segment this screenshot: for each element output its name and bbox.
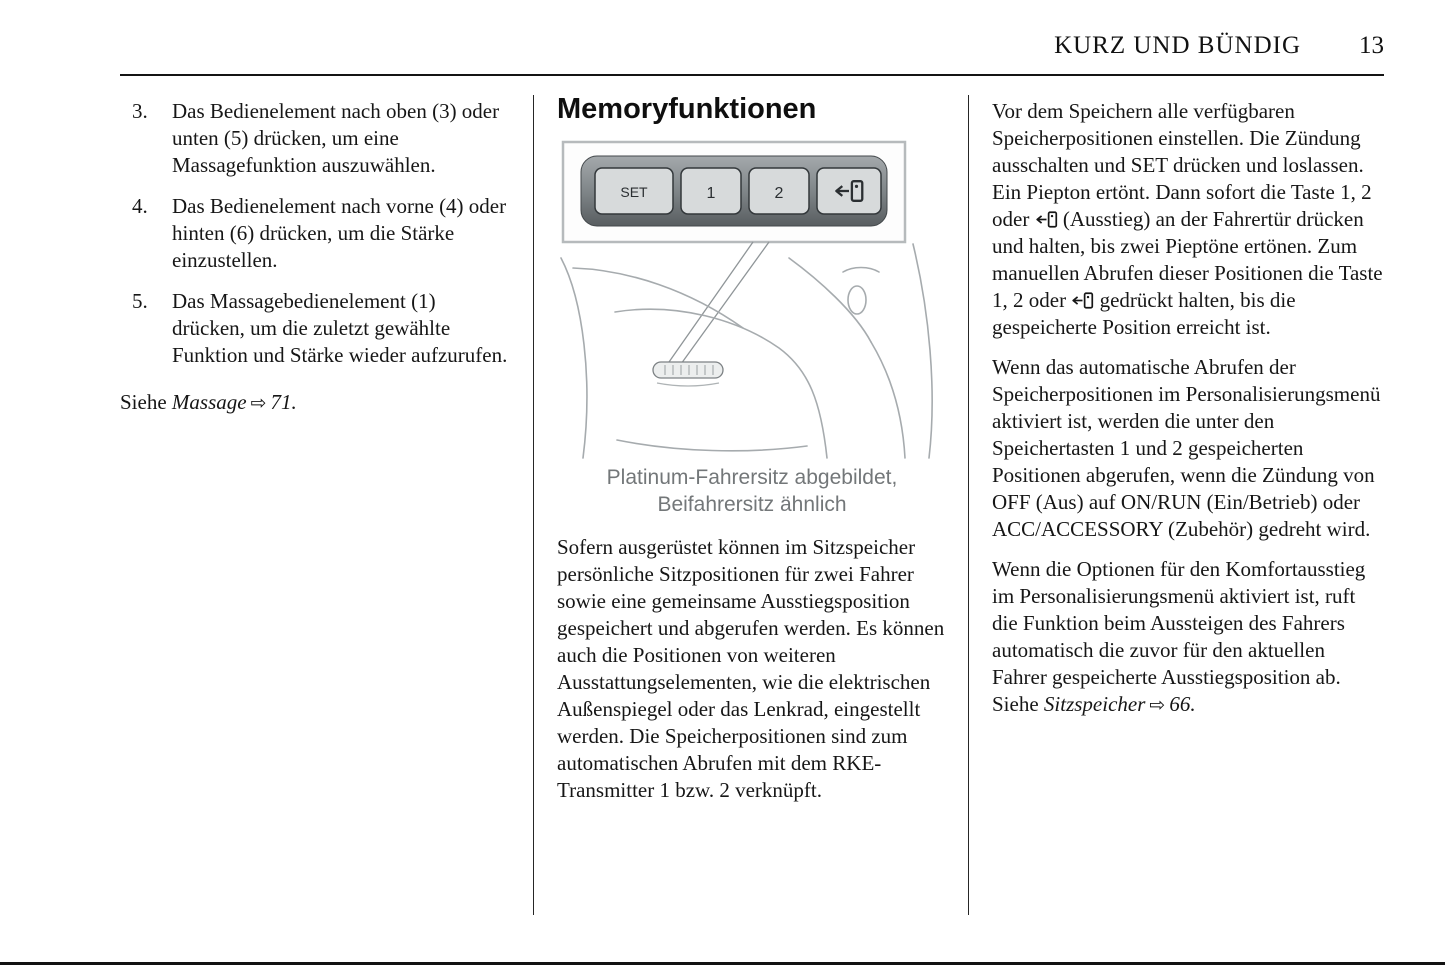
para1-seg1: Vor dem Speichern alle verfügbaren Speicherpositionen einstellen. Die Zündung ausschalten und SET drücken und loslassen. Ein Piepton ertönt. Dann sofort die Taste 1, 2 oder bbox=[992, 99, 1372, 231]
right-column bbox=[992, 98, 1385, 732]
memory-1-button bbox=[681, 168, 741, 214]
column-divider-left bbox=[533, 95, 534, 915]
column-divider-right bbox=[968, 95, 969, 915]
list-number: 4. bbox=[132, 194, 148, 218]
cross-reference-page: 71. bbox=[270, 390, 297, 414]
para1-seg2: (Ausstieg) an der Fahrertür drücken und halten, bis zwei Pieptöne ertönen. Zum manuellen Abrufen dieser Positionen die Taste 1, 2 oder bbox=[992, 207, 1383, 312]
section-heading: Memoryfunktionen bbox=[557, 93, 817, 125]
memory-buttons-figure bbox=[557, 140, 947, 518]
figure-caption-line2: Beifahrersitz ähnlich bbox=[657, 493, 847, 516]
para3-text: Wenn die Optionen für den Komfortausstieg im Personalisierungsmenü aktiviert ist, ruft die Funktion beim Aussteigen des Fahrers automatisch die zuvor für den aktuellen Fahrer gespeicherte Ausstiegsposition ab. Siehe bbox=[992, 557, 1366, 716]
memory-2-label: 2 bbox=[774, 185, 784, 202]
header-rule bbox=[120, 74, 1384, 76]
memory-auto-recall-paragraph: Wenn das automatische Abrufen der Speicherpositionen im Personalisierungsmenü aktiviert ist, werden die unter den Speichertasten 1 und 2 gespeicherten Positionen abgerufen, wenn die Zündung von OFF (Aus) auf ON/RUN (Ein/Betrieb) oder ACC/ACCESSORY (Zubehör) gedreht wird. bbox=[992, 355, 1381, 541]
memory-buttons-illustration bbox=[557, 140, 947, 460]
door-interior-line-art bbox=[561, 244, 932, 458]
list-item bbox=[120, 193, 512, 274]
exit-button bbox=[817, 168, 881, 214]
memory-save-paragraph bbox=[992, 98, 1385, 341]
middle-column bbox=[557, 92, 947, 804]
cross-reference: Sitzspeicher bbox=[1043, 692, 1146, 716]
list-item bbox=[120, 288, 512, 369]
cross-reference-arrow-icon: ⇨ bbox=[250, 392, 267, 414]
comfort-exit-paragraph bbox=[992, 556, 1385, 719]
memory-2-button bbox=[749, 168, 809, 214]
see-also-massage bbox=[120, 389, 512, 417]
page-header bbox=[120, 32, 1384, 60]
cross-reference-page: 66. bbox=[1169, 692, 1196, 716]
figure-caption bbox=[557, 464, 947, 518]
seat-exit-icon bbox=[1035, 211, 1058, 228]
set-button-label: SET bbox=[620, 184, 648, 200]
list-text: Das Massagebedienelement (1) drücken, um die zuletzt gewählte Funktion und Stärke wieder aufzurufen. bbox=[172, 289, 508, 367]
set-button bbox=[595, 168, 673, 214]
memory-body-paragraph: Sofern ausgerüstet können im Sitzspeicher persönliche Sitzpositionen für zwei Fahrer sowie eine gemeinsame Ausstiegsposition gespeichert und abgerufen werden. Es können auch die Positionen von weiteren Ausstattungselementen, wie die elektrischen Außenspiegel oder das Lenkrad, eingestellt werden. Die Speicherpositionen sind zum automatischen Abrufen mit dem RKE-Transmitter 1 bzw. 2 verknüpft. bbox=[557, 535, 945, 802]
figure-caption-line1: Platinum-Fahrersitz abgebildet, bbox=[606, 466, 898, 489]
list-number: 3. bbox=[132, 99, 148, 123]
chapter-title: KURZ UND BÜNDIG bbox=[1054, 32, 1301, 59]
memory-1-label: 1 bbox=[706, 185, 716, 202]
cross-reference: Massage bbox=[171, 390, 247, 414]
see-also-prefix: Siehe bbox=[120, 390, 172, 414]
figure-leader-lines bbox=[669, 242, 769, 364]
list-text: Das Bedienelement nach vorne (4) oder hinten (6) drücken, um die Stärke einzustellen. bbox=[172, 194, 507, 272]
page-number: 13 bbox=[1359, 32, 1384, 59]
list-text: Das Bedienelement nach oben (3) oder unten (5) drücken, um eine Massagefunktion auszuwählen. bbox=[172, 99, 500, 177]
seat-memory-control bbox=[653, 362, 723, 386]
list-number: 5. bbox=[132, 289, 148, 313]
para1-seg3: gedrückt halten, bis die gespeicherte Position erreicht ist. bbox=[992, 288, 1296, 339]
cross-reference-arrow-icon: ⇨ bbox=[1149, 694, 1166, 716]
list-item bbox=[120, 98, 512, 179]
seat-exit-icon bbox=[1071, 292, 1094, 309]
left-column bbox=[120, 98, 512, 417]
